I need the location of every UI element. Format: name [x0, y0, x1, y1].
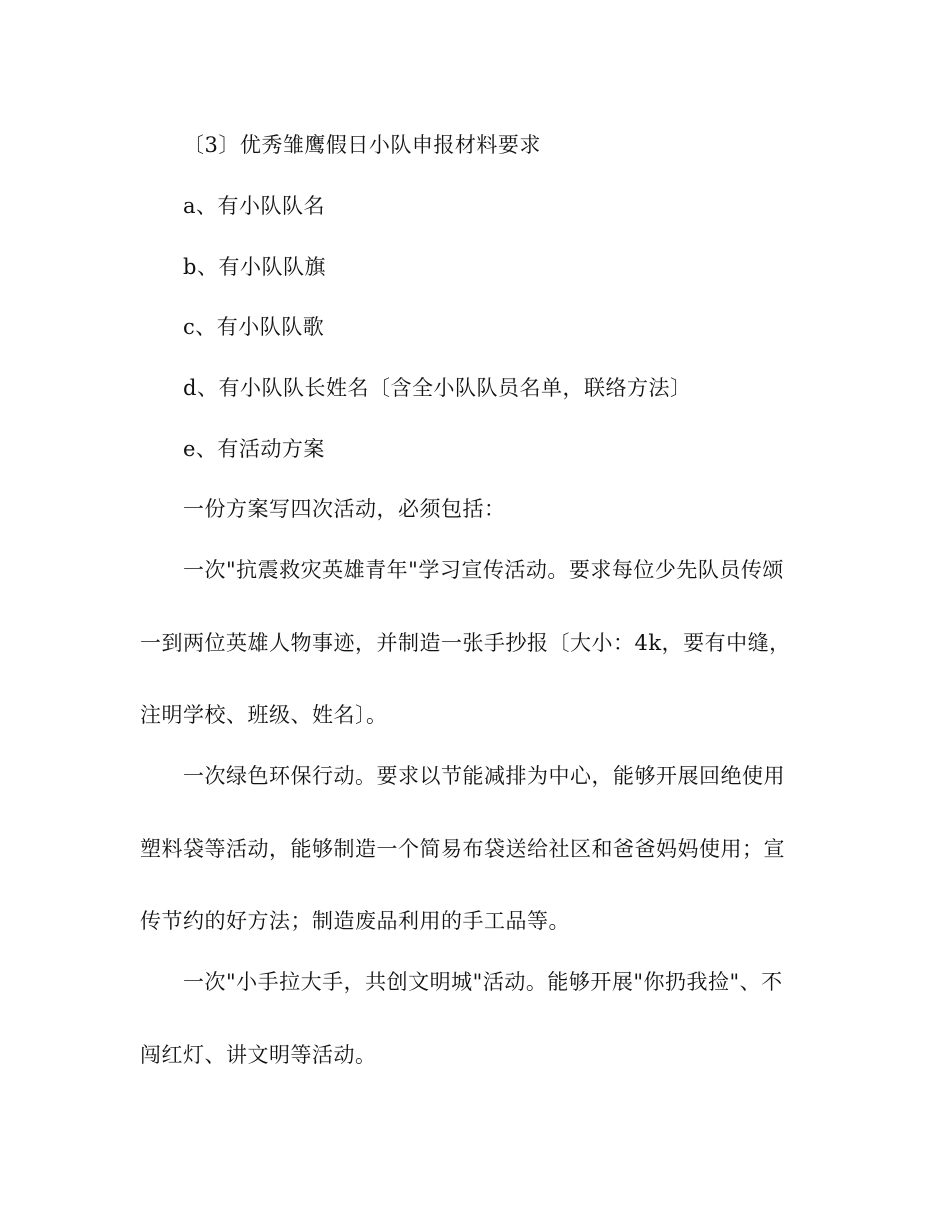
activity-intro: 一份方案写四次活动，必须包括： — [183, 497, 506, 521]
paragraph-line: 一次"小手拉大手，共创文明城"活动。能够开展"你扔我捡"、不 — [183, 970, 783, 994]
paragraph-line: 一到两位英雄人物事迹，并制造一张手抄报〔大小：4k，要有中缝， — [140, 631, 791, 655]
requirement-item-a: a、有小队队名 — [183, 194, 326, 218]
requirement-item-c: c、有小队队歌 — [183, 315, 325, 339]
requirement-item-e: e、有活动方案 — [183, 437, 325, 461]
requirement-item-d: d、有小队队长姓名〔含全小队队员名单，联络方法〕 — [183, 376, 692, 400]
paragraph-line: 塑料袋等活动，能够制造一个简易布袋送给社区和爸爸妈妈使用；宣 — [140, 837, 785, 861]
paragraph-line: 闯红灯、讲文明等活动。 — [140, 1043, 377, 1067]
paragraph-line: 一次绿色环保行动。要求以节能减排为中心，能够开展回绝使用 — [183, 764, 785, 788]
requirement-item-b: b、有小队队旗 — [183, 255, 326, 279]
paragraph-line: 传节约的好方法；制造废品利用的手工品等。 — [140, 909, 570, 933]
paragraph-line: 注明学校、班级、姓名〕。 — [140, 703, 388, 727]
paragraph-line: 一次"抗震救灾英雄青年"学习宣传活动。要求每位少先队员传颂 — [183, 558, 784, 582]
section-heading: 〔3〕优秀雏鹰假日小队申报材料要求 — [183, 133, 541, 157]
